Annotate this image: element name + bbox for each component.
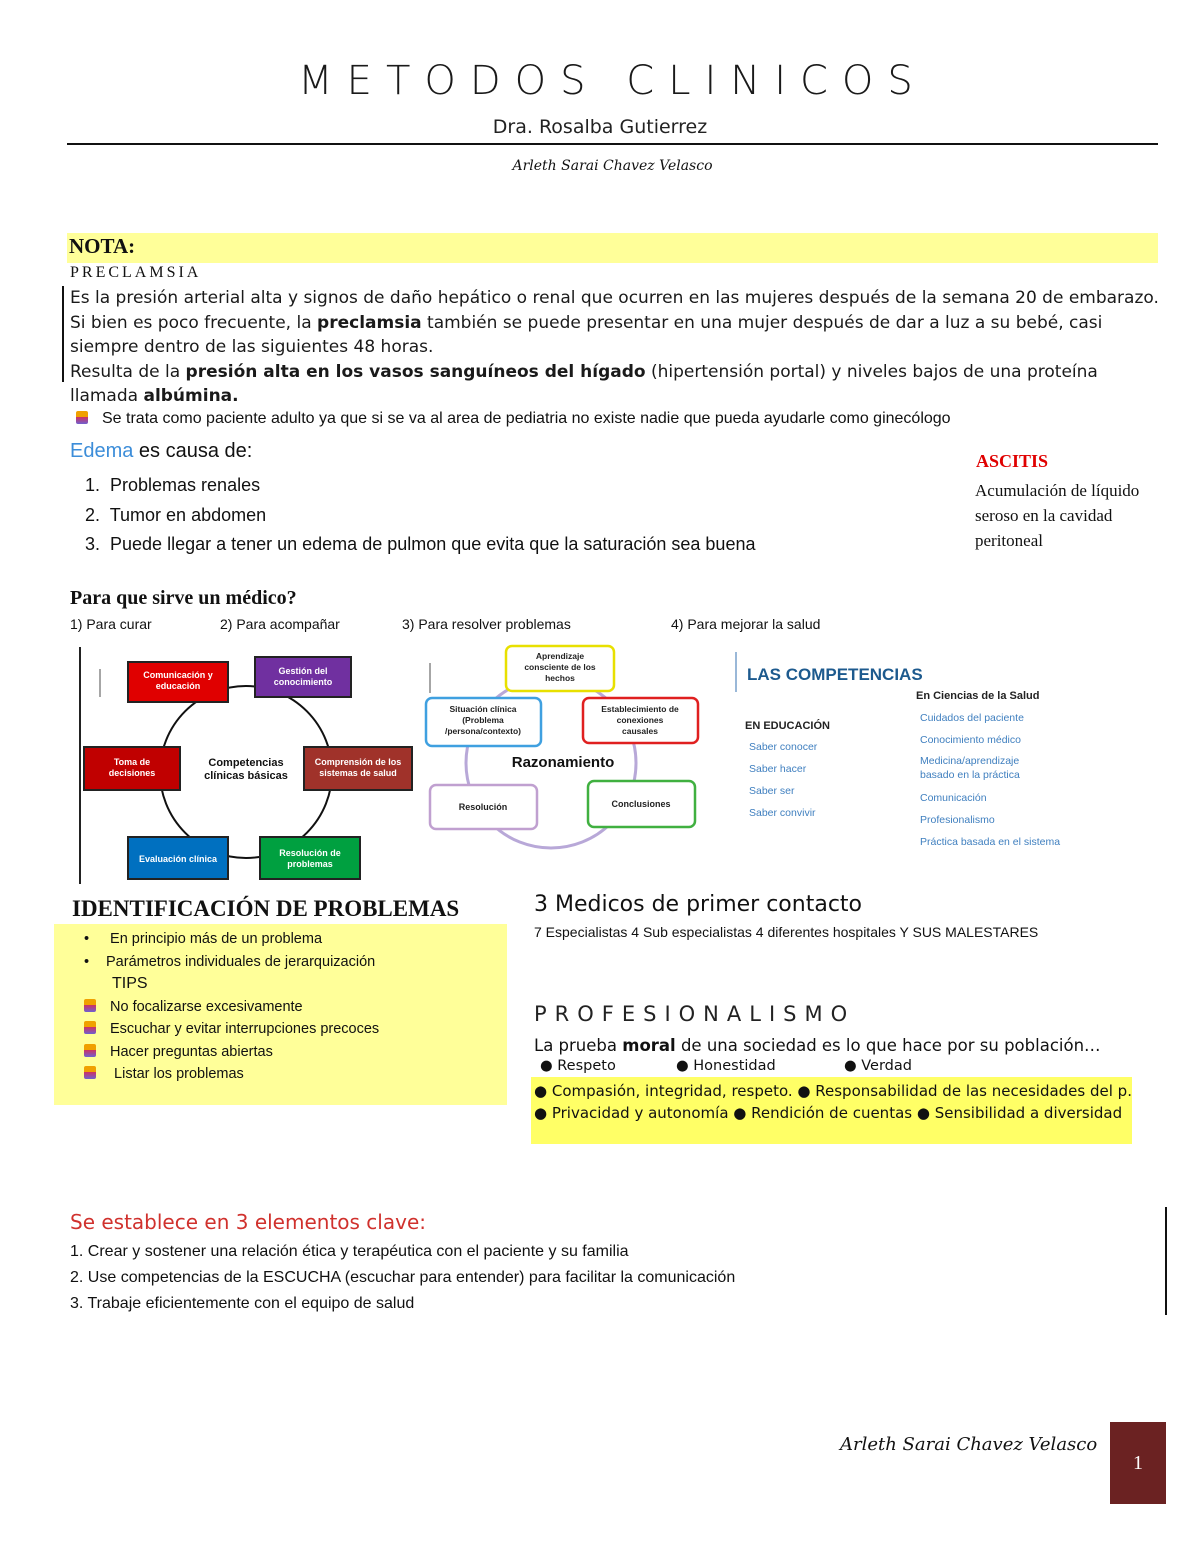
bullet-icon: [84, 1066, 96, 1079]
header-divider: [67, 143, 1158, 145]
clave-item-1: 1. Crear y sostener una relación ética y terapéutica con el paciente y su familia: [70, 1243, 629, 1260]
clave-title: Se establece en 3 elementos clave:: [70, 1210, 426, 1234]
document-title: METODOS CLINICOS: [298, 58, 927, 104]
clave-item-3: 3. Trabaje eficientemente con el equipo de salud: [70, 1295, 415, 1312]
list-item: 1. Problemas renales: [85, 475, 261, 495]
node-aprendizaje-l3: hechos: [545, 673, 575, 683]
node-resolucion2-l1: Resolución: [458, 802, 508, 812]
edema-item-2: Tumor en abdomen: [109, 504, 267, 525]
tips-label: TIPS: [112, 975, 148, 992]
nota-label: NOTA:: [69, 234, 136, 258]
competencias-salud-title: En Ciencias de la Salud: [916, 690, 1040, 702]
value-verdad: ● Verdad: [844, 1058, 912, 1074]
node-resolucion: [260, 837, 360, 879]
profesionalismo-desc: [534, 1036, 1101, 1055]
salud-item-3: Medicina/aprendizaje: [920, 755, 1020, 767]
edu-item-2: Saber hacer: [749, 763, 807, 775]
para1-text-a: Es la presión arterial alta y signos de daño hepático o renal que ocurren en las mujeres después de la semana 20 de embarazo. Si bien es poco frecuente, la: [70, 288, 1159, 333]
tip-item-3: Hacer preguntas abiertas: [110, 1043, 273, 1060]
value-honestidad: ● Honestidad: [676, 1058, 776, 1074]
node-resolucion-l2: problemas: [287, 859, 333, 869]
medico-heading: Para que sirve un médico?: [70, 587, 297, 609]
node-comunicacion-l1: Comunicación y: [143, 670, 213, 680]
prof-desc-a: La prueba: [534, 1036, 623, 1055]
edema-list: [85, 471, 755, 560]
medicos-title: 3 Medicos de primer contacto: [534, 892, 863, 917]
node-situacion-l1: Situación clínica: [449, 704, 517, 714]
bullet-icon: [76, 411, 88, 424]
clave-item-2: 2. Use competencias de la ESCUCHA (escuchar para entender) para facilitar la comunicación: [70, 1269, 736, 1286]
edema-heading: [70, 440, 252, 463]
bullet-icon: [84, 1021, 96, 1034]
profesionalismo-highlight-text: ● Compasión, integridad, respeto. ● Responsabilidad de las necesidades del p. ● Privacidad y autonomía ● Rendición de cuentas ● Sensibilidad a diversidad: [534, 1082, 1132, 1122]
author-name: Arleth Sarai Chavez Velasco: [512, 158, 713, 174]
node-gestion-l2: conocimiento: [273, 677, 333, 687]
medico-item-1: 1) Para curar: [70, 616, 152, 632]
salud-item-4: Comunicación: [920, 792, 987, 804]
edu-item-3: Saber ser: [749, 785, 795, 797]
value-respeto: ● Respeto: [540, 1058, 616, 1074]
nota-highlight: [67, 233, 1158, 263]
diagram1-center-l2: clínicas básicas: [204, 770, 288, 782]
list-item: 2. Tumor en abdomen: [85, 504, 267, 525]
node-establecimiento-l1: Establecimiento de: [601, 704, 679, 714]
ascitis-description: Acumulación de líquido seroso en la cavidad peritoneal: [975, 481, 1140, 550]
node-toma-l2: decisiones: [108, 768, 156, 778]
para1-text-bold: preclamsia: [317, 312, 422, 333]
edema-rest: es causa de:: [133, 440, 253, 462]
node-establecimiento-l2: conexiones: [616, 715, 664, 725]
paragraph-bar: [62, 286, 64, 382]
node-comprension-l2: sistemas de salud: [319, 768, 397, 778]
edema-item-1: Problemas renales: [110, 475, 261, 495]
preclamsia-heading: PRECLAMSIA: [70, 264, 202, 281]
ascitis-title: ASCITIS: [976, 451, 1049, 471]
node-situacion-l3: /persona/contexto): [444, 726, 522, 736]
salud-item-6: Práctica basada en el sistema: [920, 836, 1061, 848]
document-subtitle: Dra. Rosalba Gutierrez: [492, 116, 708, 138]
margin-bar: [1165, 1207, 1167, 1315]
node-aprendizaje-l2: consciente de los: [524, 662, 596, 672]
medico-item-4: 4) Para mejorar la salud: [671, 616, 821, 632]
edema-word: Edema: [70, 440, 134, 462]
para2-text-bold: presión alta en los vasos sanguíneos del hígado: [185, 361, 646, 382]
tip-item-2: Escuchar y evitar interrupciones precoces: [110, 1021, 380, 1037]
edema-item-3: Puede llegar a tener un edema de pulmon que evita que la saturación sea buena: [110, 534, 756, 554]
list-item: • En principio más de un problema: [84, 931, 323, 947]
edu-item-1: Saber conocer: [749, 741, 818, 753]
node-comunicacion-l2: educación: [155, 681, 201, 691]
node-establecimiento-l3: causales: [622, 726, 658, 736]
diagram2-center: Razonamiento: [511, 754, 615, 771]
prof-desc-bold: moral: [622, 1036, 676, 1055]
competencias-title: LAS COMPETENCIAS: [747, 665, 923, 684]
node-gestion-l1: Gestión del: [278, 666, 328, 676]
node-evaluacion-l1: Evaluación clínica: [138, 854, 218, 864]
node-toma-l1: Toma de: [113, 757, 151, 767]
para2-text-a: Resulta de la: [70, 361, 186, 382]
node-situacion-l2: (Problema: [462, 715, 504, 725]
profesionalismo-title: PROFESIONALISMO: [534, 1002, 856, 1026]
competencias-diagram: [78, 647, 413, 884]
list-item: • Parámetros individuales de jerarquización: [84, 953, 376, 970]
node-comprension-l1: Comprensión de los: [314, 757, 402, 767]
salud-item-5: Profesionalismo: [920, 814, 995, 826]
node-resolucion-l1: Resolución de: [279, 848, 341, 858]
node-aprendizaje-l1: Aprendizaje: [535, 651, 585, 661]
edu-item-4: Saber convivir: [749, 807, 816, 819]
las-competencias-figure: [735, 652, 1090, 862]
competencias-edu-title: EN EDUCACIÓN: [745, 720, 830, 732]
clave-list: [70, 1239, 735, 1317]
id-item-1: En principio más de un problema: [110, 931, 323, 947]
footer-signature: Arleth Sarai Chavez Velasco: [840, 1434, 1098, 1455]
list-item: [84, 996, 379, 1019]
bullet-icon: [84, 999, 96, 1012]
identificacion-title: IDENTIFICACIÓN DE PROBLEMAS: [72, 896, 460, 921]
para2-text-bold2: albúmina.: [143, 386, 239, 406]
tip-item-1: No focalizarse excesivamente: [110, 998, 303, 1015]
prof-desc-c: de una sociedad es lo que hace por su población…: [675, 1036, 1101, 1055]
bullet-icon: [84, 1044, 96, 1057]
list-item: 3. Puede llegar a tener un edema de pulmon que evita que la saturación sea buena: [85, 534, 756, 554]
para1-text-c: también se puede presentar en una mujer después de dar a luz a su bebé, casi siempre dentro de las siguientes 48 horas.: [70, 312, 1103, 357]
adult-patient-text: Se trata como paciente adulto ya que si se va al area de pediatria no existe nadie que pueda ayudarle como ginecólogo: [102, 410, 951, 427]
list-item: [84, 1018, 379, 1041]
medico-item-2: 2) Para acompañar: [220, 616, 340, 632]
preclamsia-paragraph: [70, 286, 1160, 409]
razonamiento-diagram: [418, 643, 708, 858]
para2-text-c: (hipertensión portal) y niveles bajos de una proteína llamada: [70, 361, 1098, 406]
medicos-desc: 7 Especialistas 4 Sub especialistas 4 diferentes hospitales Y SUS MALESTARES: [534, 924, 1039, 940]
page-number: 1: [1110, 1422, 1166, 1504]
identificacion-list: [84, 928, 379, 1086]
list-item: [84, 1063, 379, 1086]
adult-patient-note: [76, 410, 951, 428]
tip-item-4: Listar los problemas: [114, 1066, 244, 1082]
salud-item-3b: basado en la práctica: [920, 769, 1020, 781]
list-item: [84, 1041, 379, 1064]
diagram1-center-l1: Competencias: [208, 757, 284, 769]
medico-item-3: 3) Para resolver problemas: [402, 616, 571, 632]
salud-item-2: Conocimiento médico: [920, 734, 1021, 746]
node-conclusiones-l1: Conclusiones: [611, 799, 671, 809]
id-item-2: Parámetros individuales de jerarquización: [106, 953, 376, 970]
salud-item-1: Cuidados del paciente: [920, 712, 1024, 724]
